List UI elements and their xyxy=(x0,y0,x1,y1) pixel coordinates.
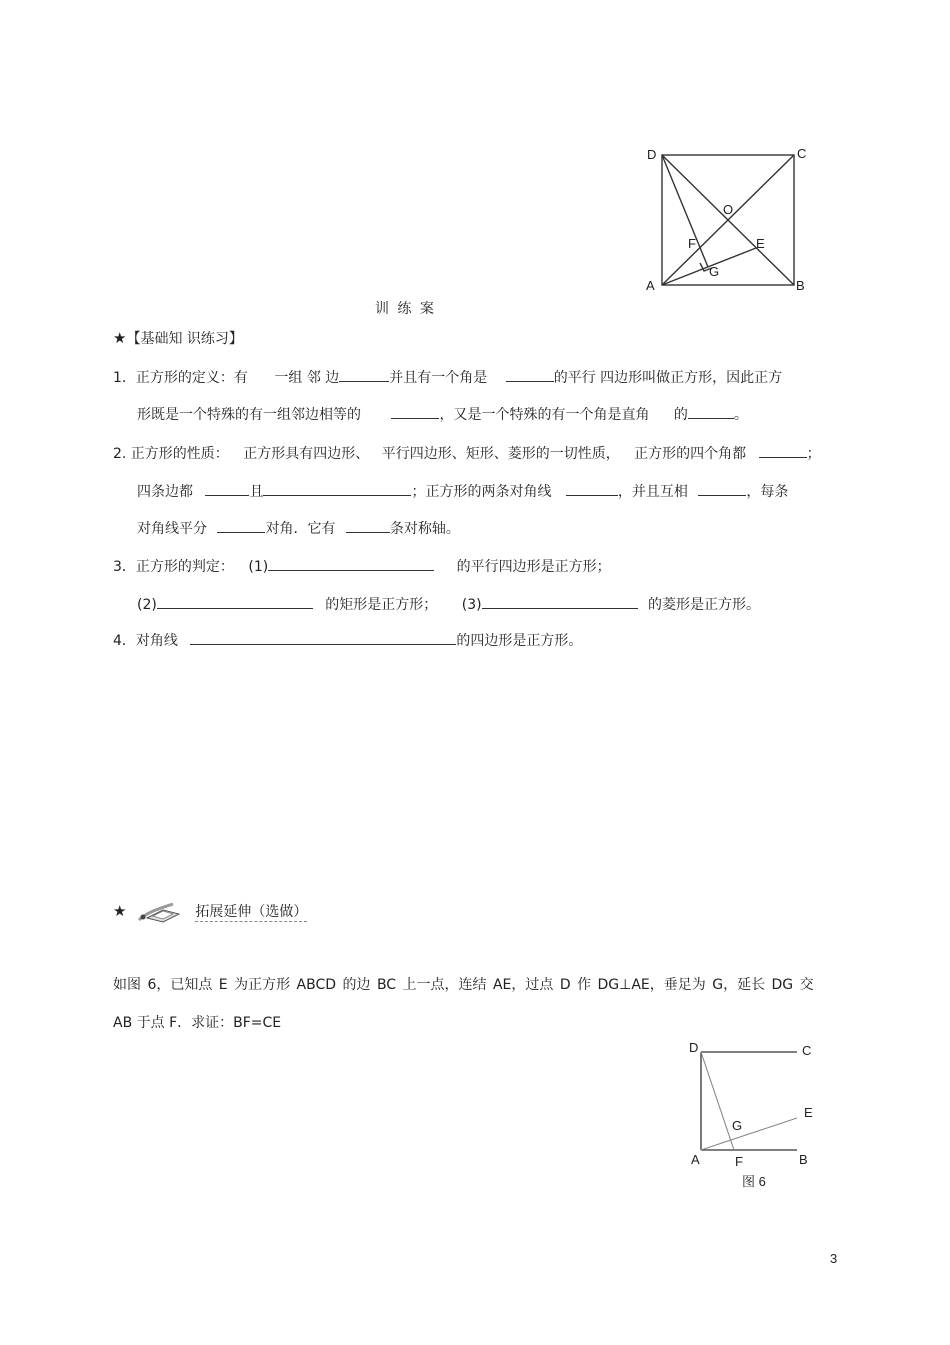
q2-text-m: 条对称轴。 xyxy=(389,521,460,537)
figure-caption: 图 6 xyxy=(742,1174,766,1189)
extension-paragraph-line2: AB 于点 F．求证：BF=CE xyxy=(113,1015,282,1031)
label-b: B xyxy=(799,1152,808,1167)
extension-paragraph-line1: 如图 6，已知点 E 为正方形 ABCD 的边 BC 上一点，连结 AE，过点 D 作 DG⊥AE，垂足为 G，延长 DG 交 xyxy=(113,977,814,993)
q3-text-c: 的平行四边形是正方形； xyxy=(456,559,611,575)
q1-text-h: 。 xyxy=(733,407,748,423)
q2-text-b: 正方形具有四边形、 xyxy=(243,446,370,462)
blank-q2-5[interactable] xyxy=(698,481,746,496)
q1-text-a: 1．正方形的定义：有 xyxy=(113,370,248,386)
star-icon: ★ xyxy=(113,329,127,347)
q3-text-a: 3．正方形的判定： xyxy=(113,559,234,575)
q2-text-i: ，并且互相 xyxy=(617,484,688,500)
label-a: A xyxy=(691,1152,700,1167)
q4-text-b: 的四边形是正方形。 xyxy=(456,633,583,649)
label-d: D xyxy=(647,147,657,162)
blank-q2-6[interactable] xyxy=(217,518,265,533)
label-b: B xyxy=(796,278,805,293)
square-figure-1 xyxy=(640,140,815,300)
q2-text-k: 对角线平分 xyxy=(137,521,207,537)
blank-q1-2[interactable] xyxy=(506,367,554,382)
q3-text-e: 的矩形是正方形； xyxy=(325,597,438,613)
q1-line1 xyxy=(113,367,782,387)
page-number: 3 xyxy=(830,1251,838,1266)
q2-text-l: 对角．它有 xyxy=(265,521,336,537)
q1-text-f: ，又是一个特殊的有一个角是直角 xyxy=(439,407,650,423)
q2-line2 xyxy=(137,481,788,501)
label-g: G xyxy=(732,1118,743,1133)
q2-text-g: 且 xyxy=(249,484,264,500)
extension-title: 拓展延伸（选做） xyxy=(195,904,308,920)
q3-text-f: (3) xyxy=(461,597,482,613)
label-e: E xyxy=(756,236,765,251)
q2-text-h: ；正方形的两条对角线 xyxy=(411,484,552,500)
q1-text-d: 的平行 四边形叫做正方形，因此正方 xyxy=(553,370,783,386)
blank-q2-2[interactable] xyxy=(205,481,249,496)
blank-q1-4[interactable] xyxy=(688,404,734,419)
blank-q4-1[interactable] xyxy=(190,630,456,645)
label-e: E xyxy=(804,1105,813,1120)
q2-text-c: 平行四边形、矩形、菱形的一切性质， xyxy=(381,446,620,462)
extension-header xyxy=(113,898,307,926)
label-c: C xyxy=(802,1043,812,1058)
q4-text-a: 4．对角线 xyxy=(113,633,178,649)
q2-line3 xyxy=(137,518,460,538)
q3-line1 xyxy=(113,556,611,576)
blank-q3-3[interactable] xyxy=(482,594,638,609)
basic-header xyxy=(113,328,243,348)
blank-q2-7[interactable] xyxy=(346,518,390,533)
blank-q3-2[interactable] xyxy=(157,594,313,609)
q2-text-e: ； xyxy=(806,446,821,462)
segment-ae xyxy=(701,1118,797,1150)
q2-line1 xyxy=(113,443,821,463)
q3-text-b: (1) xyxy=(248,559,269,575)
square-figure-6 xyxy=(680,1035,820,1195)
q3-text-g: 的菱形是正方形。 xyxy=(648,597,761,613)
q3-line2 xyxy=(137,594,760,614)
label-g: G xyxy=(709,264,720,279)
q1-text-e: 形既是一个特殊的有一组邻边相等的 xyxy=(137,407,361,423)
label-f: F xyxy=(688,236,696,251)
blank-q3-1[interactable] xyxy=(268,556,434,571)
label-d: D xyxy=(689,1040,699,1055)
blank-q2-3[interactable] xyxy=(263,481,411,496)
segment-dg xyxy=(662,155,708,267)
q4-line xyxy=(113,630,582,650)
q1-text-b: 一组 邻 边 xyxy=(274,370,340,386)
label-a: A xyxy=(646,278,655,293)
q1-text-c: 并且有一个角是 xyxy=(389,370,488,386)
segment-df xyxy=(701,1052,734,1150)
section-title: 训 练 案 xyxy=(375,301,436,317)
q2-text-f: 四条边都 xyxy=(137,484,193,500)
q2-text-d: 正方形的四个角都 xyxy=(634,446,747,462)
label-c: C xyxy=(797,146,807,161)
blank-q2-1[interactable] xyxy=(759,443,807,458)
q1-line2 xyxy=(137,404,748,424)
label-f: F xyxy=(735,1154,743,1169)
book-icon xyxy=(133,898,191,926)
blank-q2-4[interactable] xyxy=(566,481,618,496)
blank-q1-1[interactable] xyxy=(339,367,389,382)
q2-text-a: 2. 正方形的性质： xyxy=(113,446,229,462)
q2-text-j: ，每条 xyxy=(746,484,789,500)
blank-q1-3[interactable] xyxy=(391,404,439,419)
label-o: O xyxy=(723,202,734,217)
q1-text-g: 的 xyxy=(673,407,688,423)
q3-text-d: (2) xyxy=(137,597,157,613)
star-icon: ★ xyxy=(113,902,127,920)
basic-header-text: 【基础知 识练习】 xyxy=(126,331,243,347)
